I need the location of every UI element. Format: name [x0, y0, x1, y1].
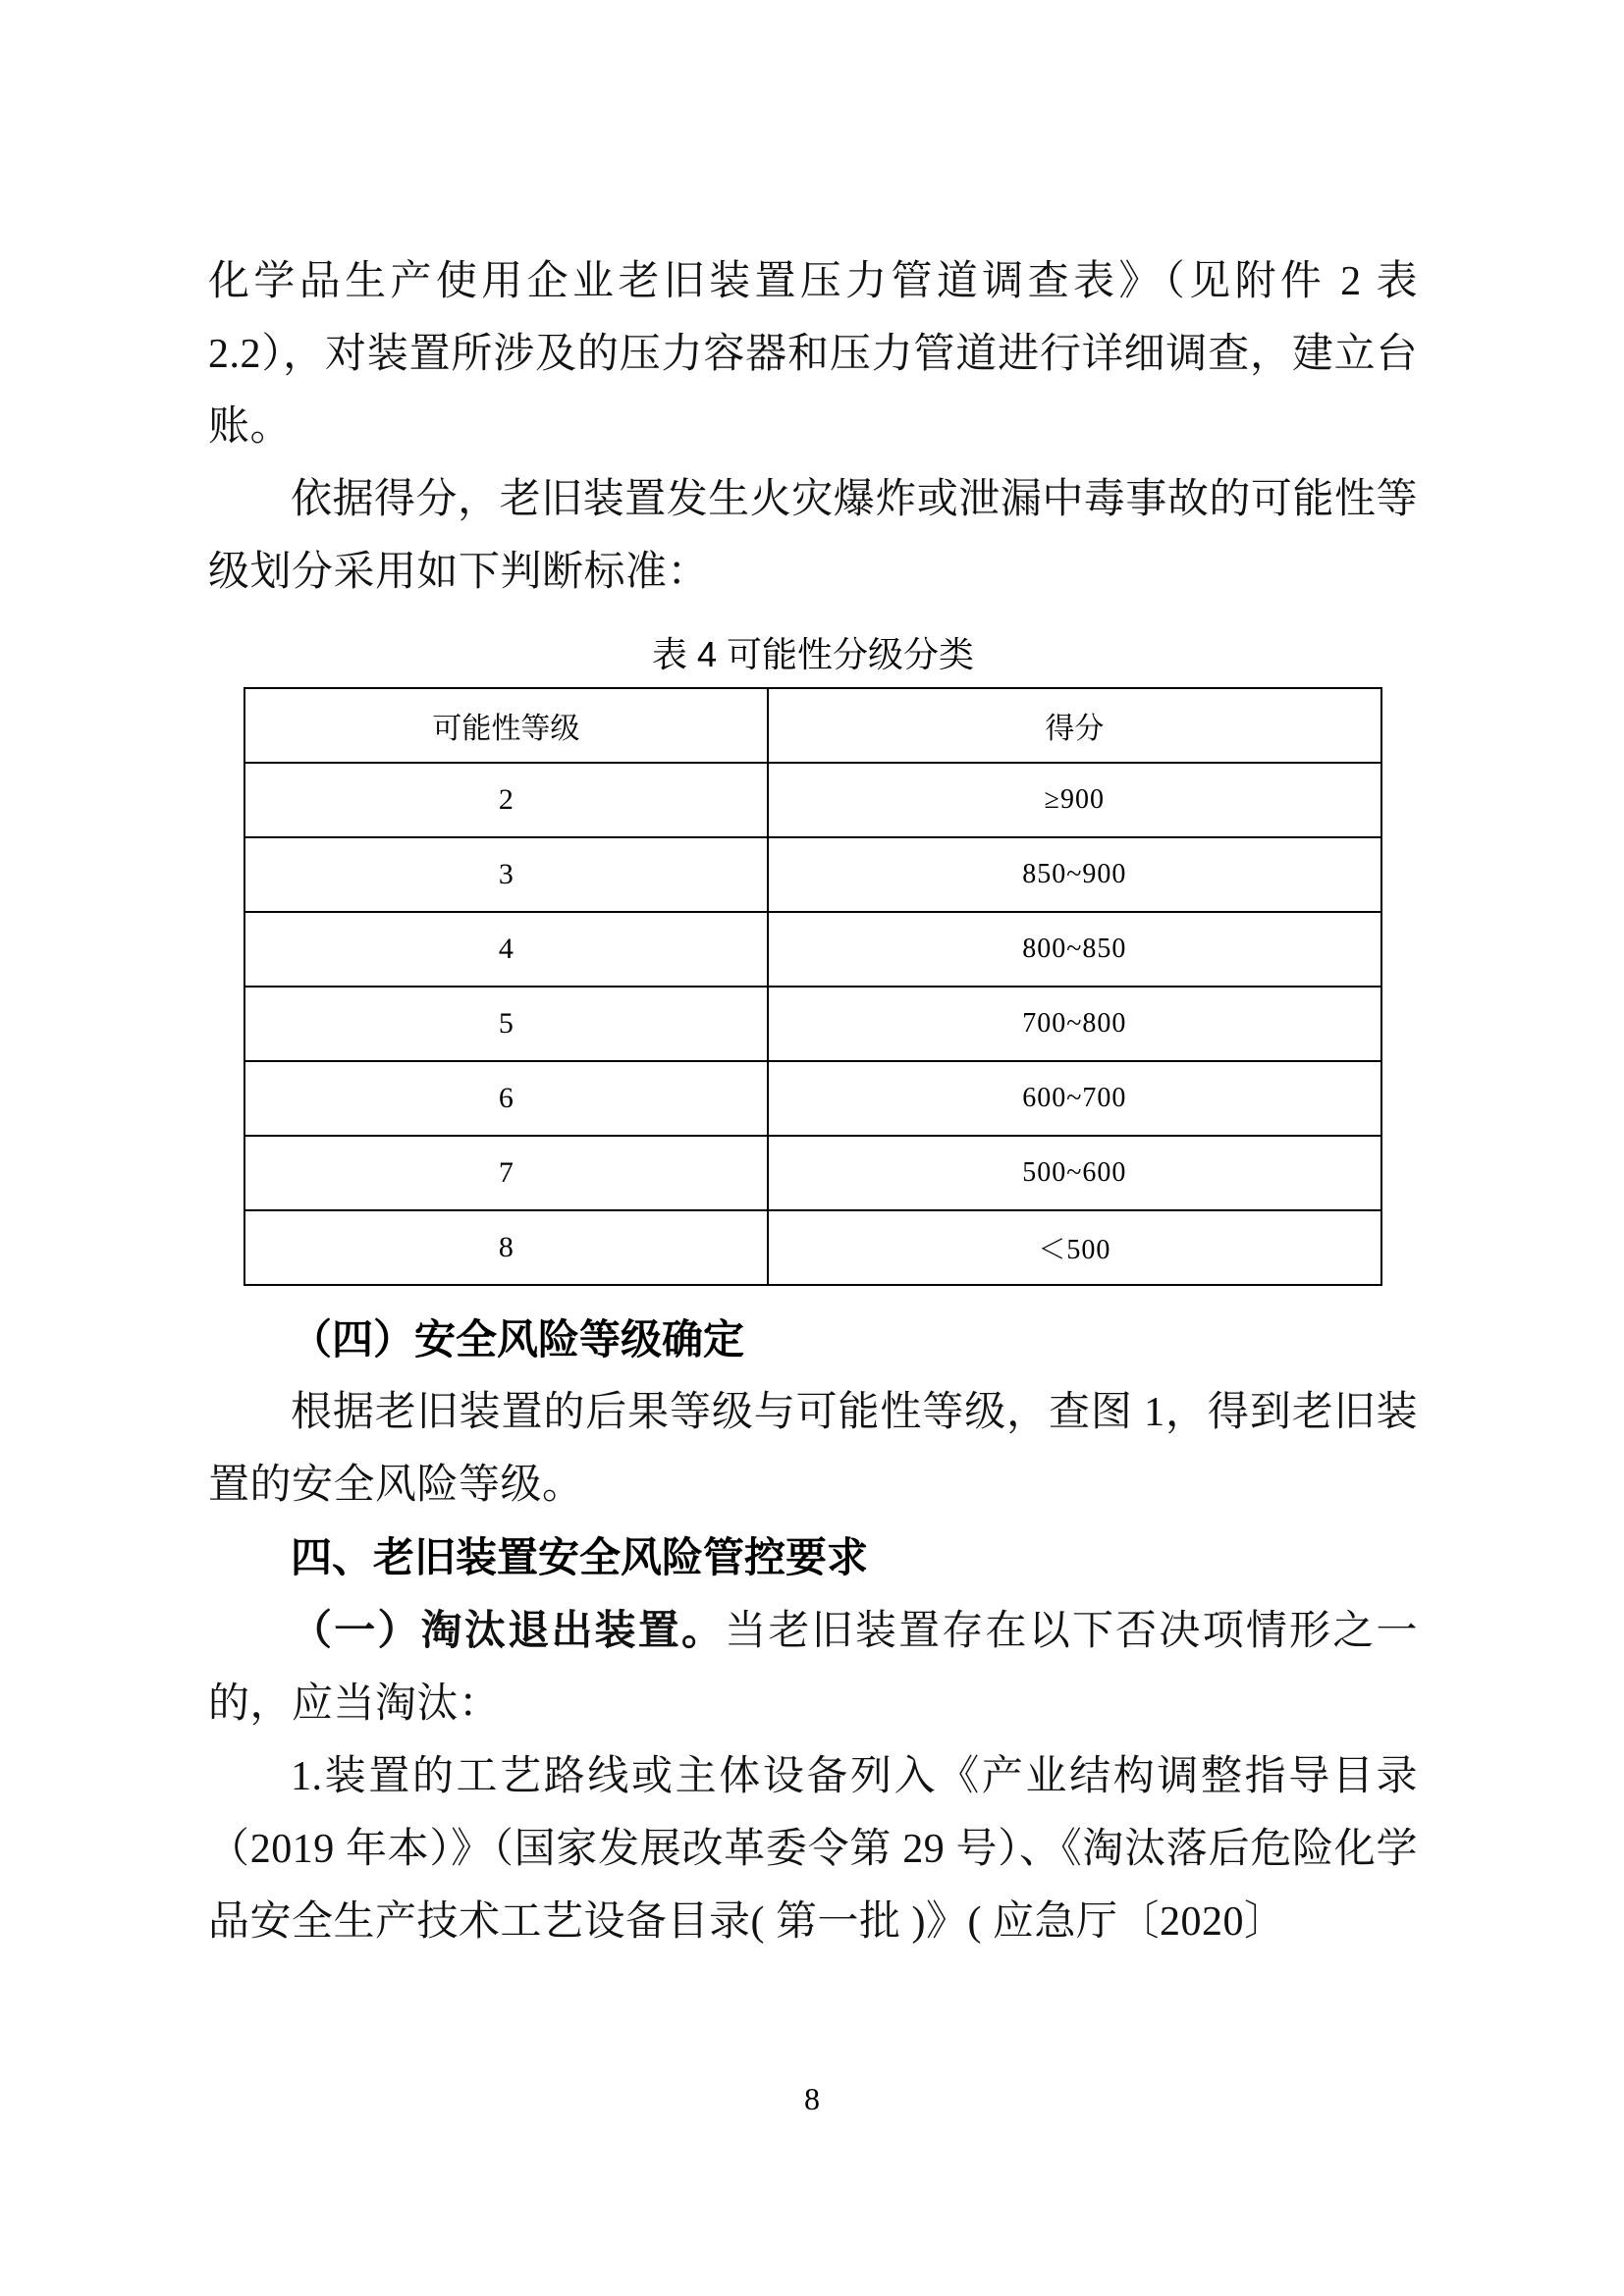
page-number: 8 — [804, 2081, 820, 2116]
column-header-likelihood-level: 可能性等级 — [244, 688, 768, 763]
cell-level: 3 — [244, 837, 768, 912]
spacer — [208, 1286, 1418, 1304]
paragraph-continuation: 化学品生产使用企业老旧装置压力管道调查表》（见附件 2 表 2.2），对装置所涉及的压力容器和压力管道进行详细调查，建立台账。 — [208, 259, 1418, 450]
table-row — [244, 1061, 1381, 1136]
table-row — [244, 987, 1381, 1061]
cell-level: 6 — [244, 1061, 768, 1136]
cell-level: 7 — [244, 1136, 768, 1210]
page-content — [208, 245, 1418, 1958]
cell-score: 700~800 — [768, 987, 1381, 1061]
heading-four-subsection-4: （四）安全风险等级确定 — [291, 1316, 745, 1362]
column-header-score: 得分 — [768, 688, 1381, 763]
cell-score: ＜500 — [768, 1210, 1381, 1285]
subsection-body-text: 当老旧装置存在以下否决项情形之一的，应当淘汰： — [208, 1609, 1418, 1727]
cell-score: 500~600 — [768, 1136, 1381, 1210]
table-row — [244, 837, 1381, 912]
cell-level: 4 — [244, 912, 768, 987]
heading-section-four: 四、老旧装置安全风险管控要求 — [291, 1534, 869, 1580]
subsection-label-one: （一）淘汰退出装置。 — [291, 1607, 726, 1653]
table-row — [244, 1136, 1381, 1210]
table-row — [244, 1210, 1381, 1285]
cell-score: 600~700 — [768, 1061, 1381, 1136]
table-caption: 表 4 可能性分级分类 — [651, 634, 975, 674]
cell-score: 800~850 — [768, 912, 1381, 987]
paragraph-elimination-criteria — [208, 1594, 1418, 1740]
spacer — [208, 609, 1418, 618]
likelihood-classification-table — [244, 687, 1382, 1286]
cell-level: 2 — [244, 763, 768, 837]
table-body — [244, 763, 1381, 1285]
paragraph-risk-level-lookup: 根据老旧装置的后果等级与可能性等级，查图 1，得到老旧装置的安全风险等级。 — [208, 1390, 1418, 1508]
table-row — [244, 912, 1381, 987]
cell-level: 8 — [244, 1210, 768, 1285]
table-row — [244, 763, 1381, 837]
cell-level: 5 — [244, 987, 768, 1061]
paragraph-scoring-basis: 依据得分，老旧装置发生火灾爆炸或泄漏中毒事故的可能性等级划分采用如下判断标准： — [208, 477, 1418, 595]
table-header-row — [244, 688, 1381, 763]
cell-score: ≥900 — [768, 763, 1381, 837]
cell-score: 850~900 — [768, 837, 1381, 912]
paragraph-item-1: 1.装置的工艺路线或主体设备列入《产业结构调整指导目录（2019 年本）》（国家发展改革委令第 29 号）、《淘汰落后危险化学品安全生产技术工艺设备目录( 第一批 )》( 应急厅〔2020〕 — [208, 1754, 1418, 1945]
